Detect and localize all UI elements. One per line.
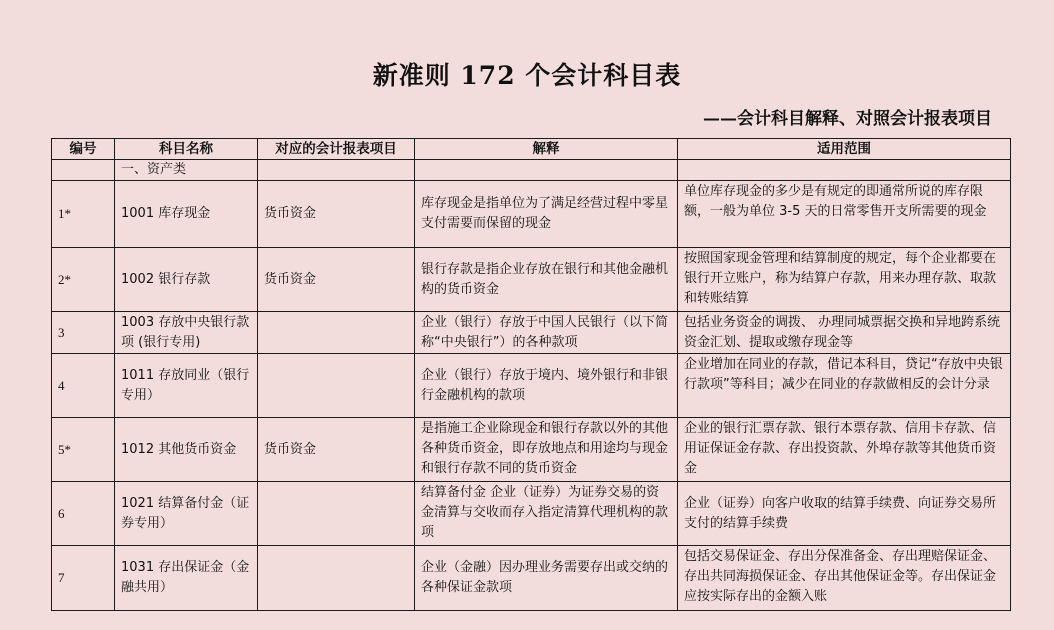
report-item: [258, 482, 415, 546]
explanation: 结算备付金 企业（证券）为证券交易的资金清算与交收而存入指定清算代理机构的款项: [415, 482, 678, 546]
header-scope: 适用范围: [678, 139, 1011, 160]
scope: 单位库存现金的多少是有规定的即通常所说的库存限额，一般为单位 3-5 天的日常零售开支所需要的现金: [678, 181, 1011, 248]
row-number: 7: [52, 546, 115, 611]
header-report-item: 对应的会计报表项目: [258, 139, 415, 160]
category-label: 一、资产类: [115, 160, 258, 181]
subject-name: 1001 库存现金: [115, 181, 258, 248]
report-item: [258, 546, 415, 611]
document-subtitle: ——会计科目解释、对照会计报表项目: [703, 109, 992, 129]
row-number: 1*: [52, 181, 115, 248]
report-item: [258, 354, 415, 418]
table-row: [52, 248, 1011, 312]
subject-name: 1021 结算备付金（证券专用）: [115, 482, 258, 546]
report-item: [258, 312, 415, 354]
subject-name: 1031 存出保证金（金融共用）: [115, 546, 258, 611]
explanation: 是指施工企业除现金和银行存款以外的其他各种货币资金，即存放地点和用途均与现金和银行存款不同的货币资金: [415, 418, 678, 482]
table-row: [52, 418, 1011, 482]
row-number: 3: [52, 312, 115, 354]
table-row: [52, 546, 1011, 611]
report-item: 货币资金: [258, 418, 415, 482]
subject-name: 1011 存放同业（银行专用）: [115, 354, 258, 418]
scope: 企业（证券）向客户收取的结算手续费、向证券交易所支付的结算手续费: [678, 482, 1011, 546]
scope: 包括业务资金的调拨、 办理同城票据交换和异地跨系统资金汇划、提取或缴存现金等: [678, 312, 1011, 354]
table-header-row: [52, 139, 1011, 160]
explanation: 企业（银行）存放于境内、境外银行和非银行金融机构的款项: [415, 354, 678, 418]
scope: 企业增加在同业的存款，借记本科目，贷记“存放中央银行款项”等科目；减少在同业的存款做相反的会计分录: [678, 354, 1011, 418]
explanation: 库存现金是指单位为了满足经营过程中零星支付需要而保留的现金: [415, 181, 678, 248]
explanation: 企业（银行）存放于中国人民银行（以下简称“中央银行”）的各种款项: [415, 312, 678, 354]
table-row: [52, 312, 1011, 354]
explanation: 银行存款是指企业存放在银行和其他金融机构的货币资金: [415, 248, 678, 312]
report-item: 货币资金: [258, 248, 415, 312]
scope: 按照国家现金管理和结算制度的规定，每个企业都要在银行开立账户，称为结算户存款，用来办理存款、取款和转账结算: [678, 248, 1011, 312]
header-subject-name: 科目名称: [115, 139, 258, 160]
subject-name: 1003 存放中央银行款项 (银行专用): [115, 312, 258, 354]
header-number: 编号: [52, 139, 115, 160]
header-explanation: 解释: [415, 139, 678, 160]
row-number: 2*: [52, 248, 115, 312]
table-row: [52, 482, 1011, 546]
scope: 企业的银行汇票存款、银行本票存款、信用卡存款、信用证保证金存款、存出投资款、外埠存款等其他货币资金: [678, 418, 1011, 482]
subject-name: 1012 其他货币资金: [115, 418, 258, 482]
category-row: [52, 160, 1011, 181]
table-row: [52, 354, 1011, 418]
report-item: 货币资金: [258, 181, 415, 248]
row-number: 4: [52, 354, 115, 418]
scope: 包括交易保证金、存出分保准备金、存出理赔保证金、存出共同海损保证金、存出其他保证金等。存出保证金应按实际存出的金额入账: [678, 546, 1011, 611]
row-number: 5*: [52, 418, 115, 482]
row-number: 6: [52, 482, 115, 546]
subject-name: 1002 银行存款: [115, 248, 258, 312]
document-title: 新准则 172 个会计科目表: [372, 61, 682, 90]
explanation: 企业（金融）因办理业务需要存出或交纳的各种保证金款项: [415, 546, 678, 611]
accounting-subjects-table: [51, 138, 1011, 611]
table-row: [52, 181, 1011, 248]
